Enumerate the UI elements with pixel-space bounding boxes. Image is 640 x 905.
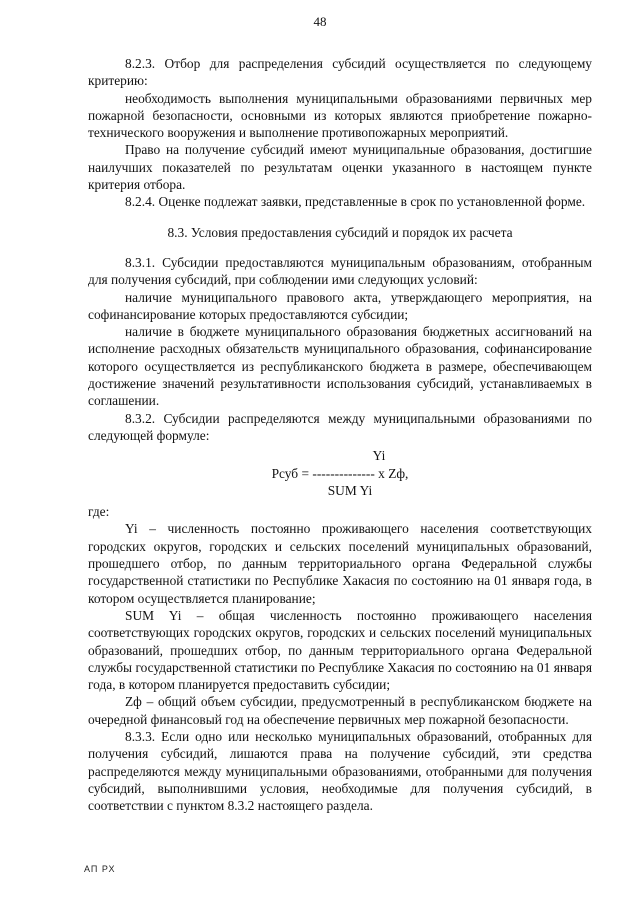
formula-numerator: Yi (372, 448, 386, 464)
paragraph-criterion: необходимость выполнения муниципальными образованиями первичных мер пожарной безопасности, основными из которых являются приобретение пожарно-технического вооружения и выполнение противопожарных мероприятий. (88, 90, 592, 141)
document-body (88, 55, 592, 814)
paragraph-8-2-3: 8.2.3. Отбор для распределения субсидий осуществляется по следующему критерию: (88, 56, 592, 89)
paragraph-zf-definition: Zф – общий объем субсидии, предусмотренный в республиканском бюджете на очередной финансовый год на обеспечение первичных мер пожарной безопасности. (88, 694, 592, 727)
formula-denominator: SUM Yi (327, 482, 373, 498)
footer-mark: АП РХ (84, 864, 116, 874)
paragraph-yi-definition: Yi – численность постоянно проживающего населения соответствующих городских округов, городских и сельских поселений муниципальных образований, прошедшего отбор, по данным территориального органа Федеральной службы государственной статистики по Республике Хакасия по состоянию на 01 января года, в котором осуществляется планирование; (88, 521, 592, 606)
paragraph-legal-act: наличие муниципального правового акта, утверждающего мероприятия, на софинансирование которых предоставляются субсидии; (88, 289, 592, 322)
paragraph-8-3-3: 8.3.3. Если одно или несколько муниципальных образований, отобранных для получения субсидий, лишаются права на получение субсидий, эти средства распределяются между муниципальными образованиями, отобранными для получения субсидий, выполнившими условия, необходимые для получения субсидий, в соответствии с пунктом 8.3.2 настоящего раздела. (88, 728, 592, 814)
paragraph-budget-allocations: наличие в бюджете муниципального образования бюджетных ассигнований на исполнение расходных обязательств муниципального образования, софинансирование которого осуществляется из республиканского бюджета в размере, обеспечивающем достижение значений результативности использования субсидий, устанавливаемых в соглашении. (88, 324, 592, 409)
paragraph-8-2-4: 8.2.4. Оценке подлежат заявки, представленные в срок по установленной форме. (125, 194, 586, 210)
subsidy-formula (88, 447, 592, 499)
where-label: где: (88, 504, 110, 520)
paragraph-sum-yi-definition: SUM Yi – общая численность постоянно проживающего населения соответствующих городских округов, городских и сельских поселений муниципальных образований, прошедших отбор, по данным территориального органа Федеральной службы государственной статистики по Республике Хакасия по состоянию на 01 января года, в котором планируется предоставить субсидии; (88, 607, 592, 693)
paragraph-8-3-2: 8.3.2. Субсидии распределяются между муниципальными образованиями по следующей формуле: (88, 410, 592, 443)
paragraph-right-to-subsidy: Право на получение субсидий имеют муниципальные образования, достигшие наилучших показателей по результатам оценки указанного в настоящем пункте критерия отбора. (88, 142, 592, 193)
page-number: 48 (313, 14, 327, 29)
paragraph-8-3-1: 8.3.1. Субсидии предоставляются муниципальным образованиям, отобранным для получения субсидий, при соблюдении ими следующих условий: (88, 254, 592, 288)
formula-line: Рсуб = -------------- x Zф, (271, 465, 409, 481)
section-heading-8-3: 8.3. Условия предоставления субсидий и порядок их расчета (167, 224, 513, 240)
